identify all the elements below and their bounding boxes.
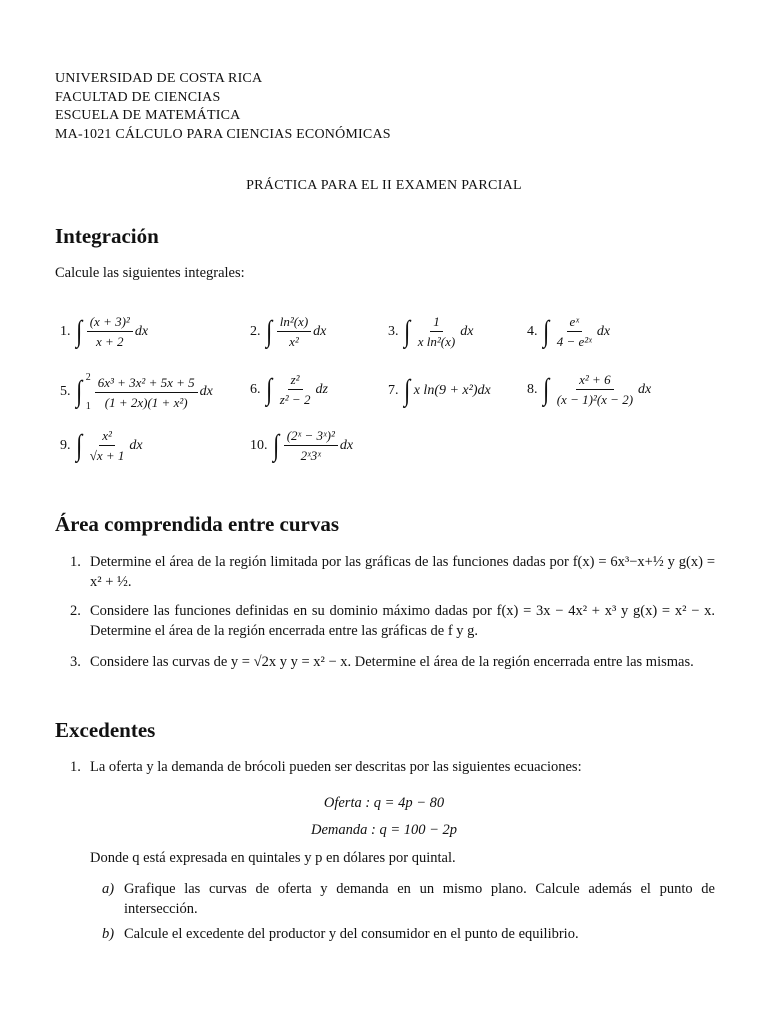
fraction: $\frac{\text{(2ˣ − 3ˣ)²}}{\text{2ˣ3ˣ}}$: [284, 428, 338, 463]
integral-sign: ∫: [265, 372, 272, 406]
faculty-name: FACULTAD DE CIENCIAS: [55, 89, 221, 105]
section-heading-surplus: Excedentes: [55, 718, 156, 742]
integral-item-3: 3. ∫ $\frac{1}{\text{x ln²(x)}}$ dx: [388, 314, 474, 349]
integral-item-9: 9. ∫ $\frac{\text{x²}}{√x + 1}$ dx: [60, 428, 143, 463]
fraction: $\frac{\text{x²}}{√x + 1}$: [89, 428, 125, 463]
integral-item-5: 5. ∫ 2 1 $\frac{\text{6x³ + 3x² + 5x + 5}}{\text{(1 + 2x)(1 + x²)}}$ dx: [60, 372, 213, 412]
surplus-subitem-b: b) Calcule el excedente del productor y del consumidor en el punto de equilibrio.: [102, 926, 579, 942]
integral-sign: ∫: [403, 314, 410, 348]
course-name: MA-1021 CÁLCULO PARA CIENCIAS ECONÓMICAS: [55, 126, 391, 142]
area-list-item-3: 3. Considere las curvas de y = √2x y y = x² − x. Determine el área de la región encerrada entre las mismas.: [70, 654, 694, 670]
fraction: $\frac{\text{z²}}{\text{z² − 2}}$: [279, 372, 311, 407]
area-list-item-2: 2. Considere las funciones definidas en su dominio máximo dadas por f(x) = 3x − 4x² + x³ y g(x) = x² − x. Determine el área de la región encerrada entre las gráficas de f y g.: [70, 603, 715, 639]
demand-equation: Demanda : q = 100 − 2p: [310, 822, 458, 838]
integral-sign: ∫: [75, 375, 82, 408]
integration-intro: Calcule las siguientes integrales:: [55, 265, 245, 281]
surplus-subitem-a: a) Grafique las curvas de oferta y demanda en un mismo plano. Calcule además el punto de intersección.: [102, 881, 715, 917]
section-heading-integration: Integración: [55, 224, 159, 248]
integral-item-4: 4. ∫ $\frac{\text{eˣ}}{\text{4 − e²ˣ}}$ dx: [527, 314, 611, 349]
integral-sign: ∫: [265, 314, 272, 348]
variables-note: Donde q está expresada en quintales y p en dólares por quintal.: [90, 850, 456, 866]
integral-item-2: 2. ∫ $\frac{\text{ln²(x)}}{\text{x²}}$ dx: [250, 314, 327, 349]
lower-limit: 1: [85, 401, 91, 412]
document-title: PRÁCTICA PARA EL II EXAMEN PARCIAL: [246, 178, 522, 193]
integral-item-6: 6. ∫ $\frac{\text{z²}}{\text{z² − 2}}$ dz: [250, 372, 328, 407]
fraction: $\frac{\text{eˣ}}{\text{4 − e²ˣ}}$: [556, 314, 592, 349]
section-heading-area: Área comprendida entre curvas: [55, 512, 340, 536]
fraction: $\frac{\text{x² + 6}}{\text{(x − 1)²(x − 2)}}$: [556, 372, 634, 407]
school-name: ESCUELA DE MATEMÁTICA: [55, 108, 241, 123]
fraction: $\frac{\text{(x + 3)²}}{x + 2}$: [87, 314, 133, 349]
surplus-list-item-1: 1. La oferta y la demanda de brócoli pueden ser descritas por las siguientes ecuaciones:: [70, 759, 582, 775]
integrand-expression: x ln(9 + x²)dx: [413, 383, 491, 398]
fraction: $\frac{\text{ln²(x)}}{\text{x²}}$: [277, 314, 311, 349]
institution-header: [55, 70, 391, 144]
integral-limits: [86, 372, 91, 412]
upper-limit: 2: [85, 372, 91, 383]
fraction: $\frac{1}{\text{x ln²(x)}}$: [417, 314, 456, 349]
integral-sign: ∫: [403, 374, 410, 407]
integral-sign: ∫: [272, 428, 279, 462]
integral-item-1: 1. ∫ $\frac{\text{(x + 3)²}}{x + 2}$ dx: [60, 314, 149, 349]
integral-sign: ∫: [75, 428, 82, 462]
integral-item-8: 8. ∫ $\frac{\text{x² + 6}}{\text{(x − 1)²(x − 2)}}$ dx: [527, 372, 652, 407]
integral-sign: ∫: [542, 372, 549, 406]
area-list-item-1: 1. Determine el área de la región limitada por las gráficas de las funciones dadas por f(x) = 6x³−x+½ y g(x) = x² + ½.: [70, 554, 715, 590]
integral-item-7: 7. ∫ x ln(9 + x²)dx: [388, 374, 491, 407]
integral-sign: ∫: [542, 314, 549, 348]
fraction: $\frac{\text{6x³ + 3x² + 5x + 5}}{\text{(1 + 2x)(1 + x²)}}$: [95, 375, 198, 410]
university-name: UNIVERSIDAD DE COSTA RICA: [55, 71, 263, 86]
integral-item-10: 10. ∫ $\frac{\text{(2ˣ − 3ˣ)²}}{\text{2ˣ3ˣ}}$ dx: [250, 428, 354, 463]
supply-equation: Oferta : q = 4p − 80: [323, 795, 445, 811]
integral-sign: ∫: [75, 314, 82, 348]
